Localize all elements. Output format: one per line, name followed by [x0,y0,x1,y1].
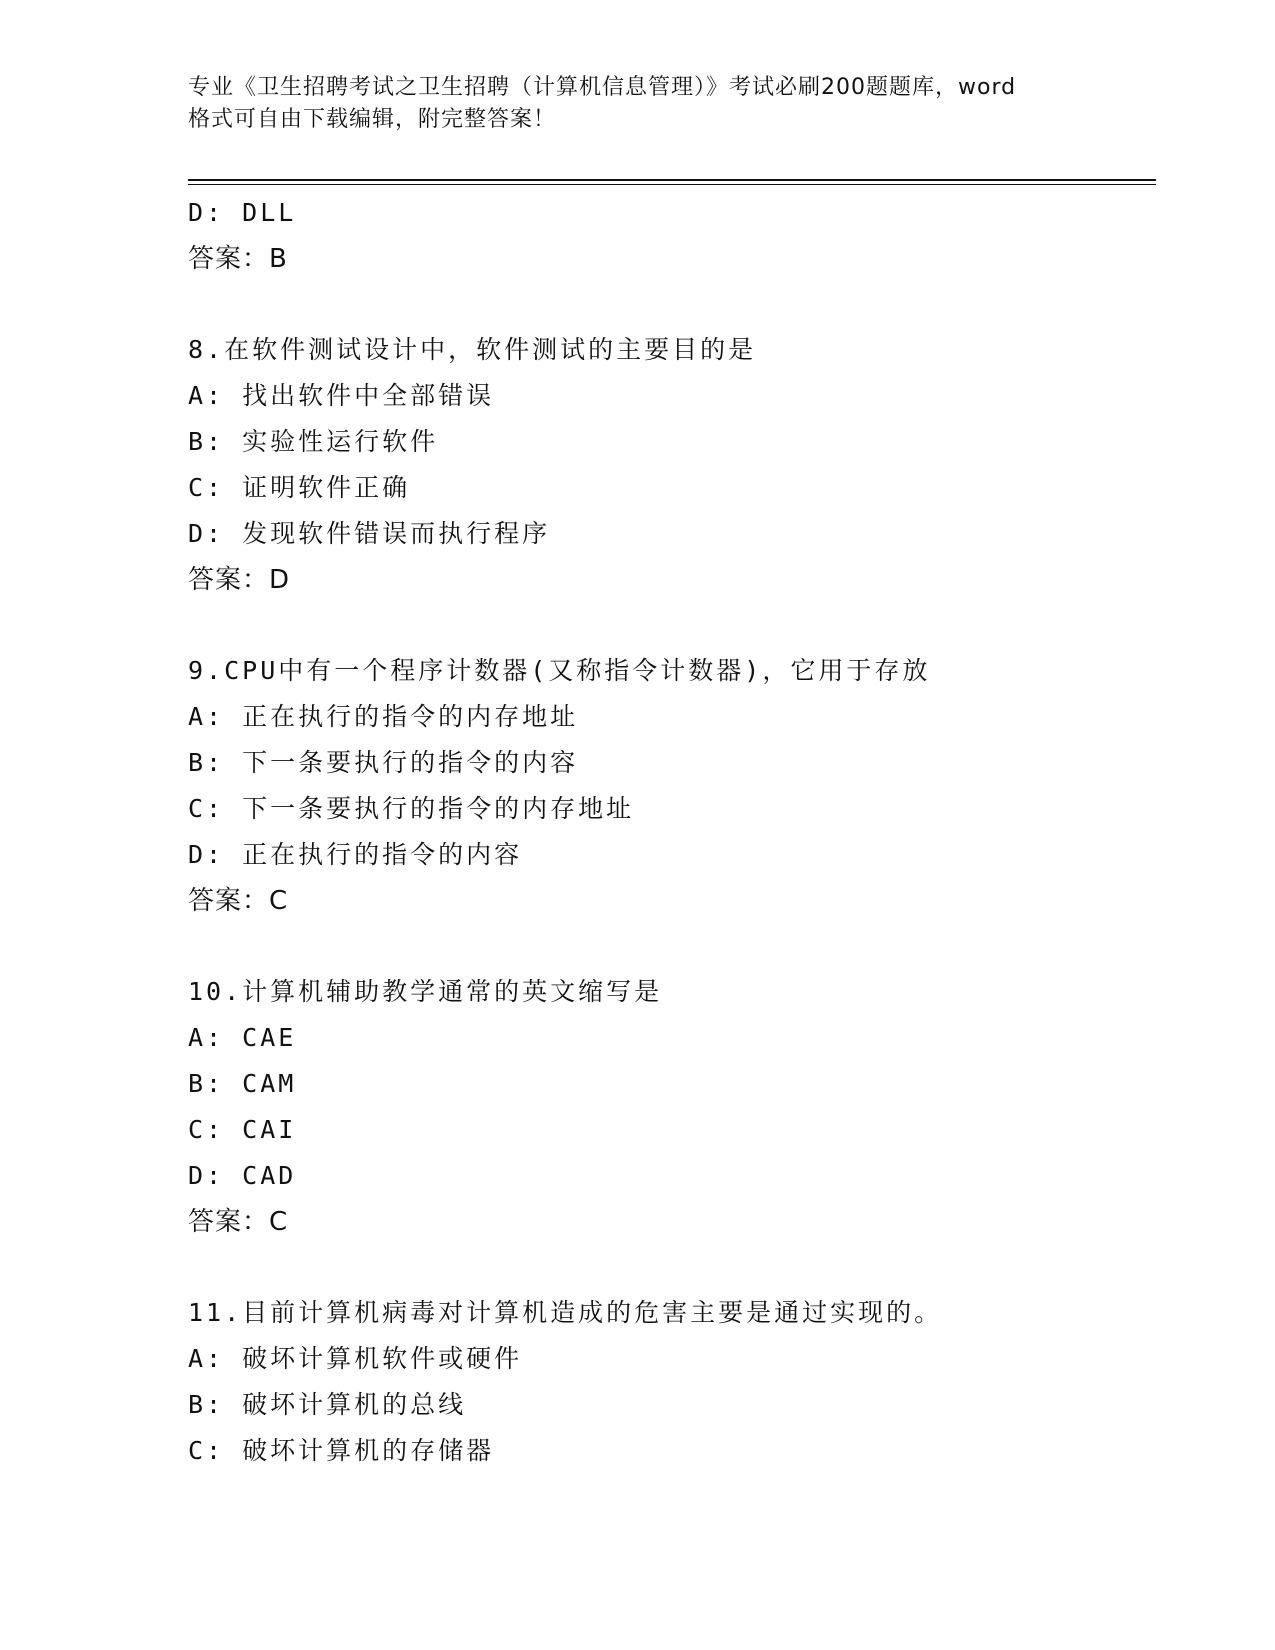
option-d: D: DLL [188,198,297,227]
header-title-line-2: 格式可自由下载编辑，附完整答案！ [188,107,557,132]
option-c: C: CAI [188,1115,297,1144]
option-b: B: 破坏计算机的总线 [188,1390,467,1419]
option-c: C: 证明软件正确 [188,473,411,502]
option-c: C: 下一条要执行的指令的内存地址 [188,794,635,823]
option-c: C: 破坏计算机的存储器 [188,1436,495,1465]
document-header [188,72,1088,136]
spacer [188,1245,1156,1290]
question-list [188,190,1156,1474]
option-a: A: 正在执行的指令的内存地址 [188,702,579,731]
header-divider-thick [188,179,1156,181]
answer-line: 答案：B [188,244,288,274]
question-stem: 11.目前计算机病毒对计算机造成的危害主要是通过实现的。 [188,1298,943,1327]
previous-question-tail [188,190,1156,282]
option-d: D: CAD [188,1161,297,1190]
answer-line: 答案：C [188,886,289,916]
answer-line: 答案：D [188,565,291,595]
option-a: A: 破坏计算机软件或硬件 [188,1344,523,1373]
option-b: B: CAM [188,1069,297,1098]
spacer [188,282,1156,327]
option-d: D: 发现软件错误而执行程序 [188,519,551,548]
question-stem: 8.在软件测试设计中，软件测试的主要目的是 [188,335,757,364]
question-10 [188,969,1156,1245]
spacer [188,603,1156,648]
option-a: A: 找出软件中全部错误 [188,381,495,410]
header-divider-thin [188,184,1156,185]
option-b: B: 下一条要执行的指令的内容 [188,748,579,777]
question-9 [188,648,1156,924]
question-stem: 10.计算机辅助教学通常的英文缩写是 [188,977,663,1006]
answer-line: 答案：C [188,1207,289,1237]
option-d: D: 正在执行的指令的内容 [188,840,523,869]
question-11 [188,1290,1156,1474]
question-8 [188,327,1156,603]
option-b: B: 实验性运行软件 [188,427,439,456]
header-title-line-1: 专业《卫生招聘考试之卫生招聘（计算机信息管理）》考试必刷200题题库，word [188,75,1017,100]
question-stem: 9.CPU中有一个程序计数器(又称指令计数器)，它用于存放 [188,656,931,685]
option-a: A: CAE [188,1023,297,1052]
spacer [188,924,1156,969]
